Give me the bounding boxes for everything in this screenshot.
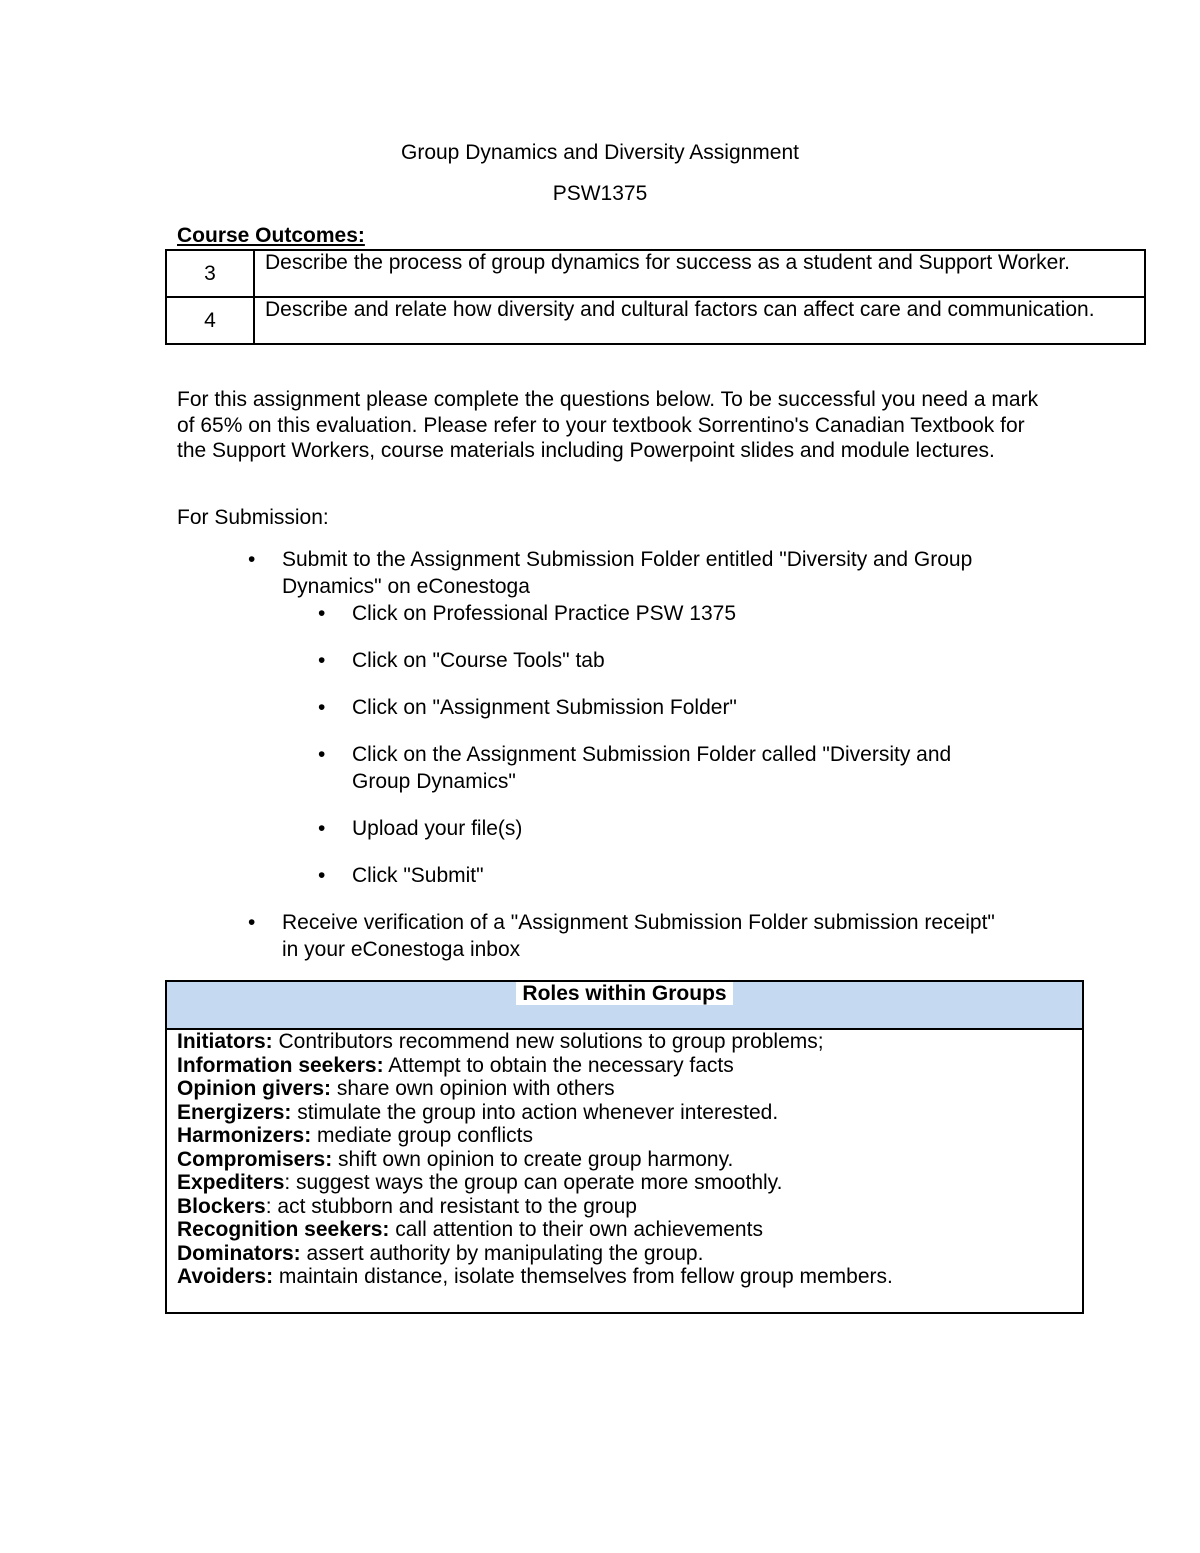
role-term: Avoiders:	[177, 1265, 274, 1288]
submission-substeps	[282, 600, 1005, 889]
step-text: Submit to the Assignment Submission Folder entitled "Diversity and Group Dynamics" on eConestoga	[282, 548, 973, 598]
outcome-text: Describe and relate how diversity and cultural factors can affect care and communication.	[254, 297, 1145, 344]
role-description: Contributors recommend new solutions to group problems;	[272, 1030, 824, 1053]
list-item	[245, 546, 1005, 889]
role-term: Energizers:	[177, 1100, 292, 1124]
role-term: Recognition seekers:	[177, 1218, 390, 1241]
list-item: • Click "Submit"	[282, 862, 1005, 889]
list-item	[177, 1242, 1082, 1266]
role-term: Compromisers:	[177, 1147, 333, 1171]
outcome-number: 3	[166, 250, 254, 297]
list-item	[177, 1054, 1082, 1078]
list-item	[245, 909, 1005, 963]
role-description: maintain distance, isolate themselves from fellow group members.	[273, 1265, 893, 1288]
step-text: Receive verification of a "Assignment Submission Folder submission receipt" in your eConestoga inbox	[282, 911, 995, 961]
submission-steps	[245, 546, 1005, 963]
roles-list	[167, 1030, 1082, 1289]
list-item	[177, 1195, 1082, 1219]
role-description: assert authority by manipulating the group.	[300, 1241, 704, 1265]
list-item: • Click on Professional Practice PSW 1375	[282, 600, 1005, 627]
role-description: share own opinion with others	[331, 1077, 615, 1100]
role-description: mediate group conflicts	[311, 1124, 533, 1147]
list-item	[177, 1265, 1082, 1289]
outcome-number: 4	[166, 297, 254, 344]
list-item	[177, 1077, 1082, 1101]
role-term: Harmonizers:	[177, 1124, 312, 1147]
course-code: PSW1375	[552, 182, 648, 205]
list-item: • Click on "Course Tools" tab	[282, 647, 1005, 674]
role-description: : act stubborn and resistant to the group	[265, 1194, 637, 1218]
outcomes-heading: Course Outcomes:	[177, 224, 365, 247]
roles-heading: Roles within Groups	[516, 982, 732, 1005]
outcome-row	[166, 297, 1145, 344]
document-title: Group Dynamics and Diversity Assignment	[401, 141, 799, 164]
list-item: • Click on the Assignment Submission Folder called "Diversity and Group Dynamics"	[282, 741, 1005, 795]
role-description: : suggest ways the group can operate more smoothly.	[284, 1171, 783, 1194]
role-description: Attempt to obtain the necessary facts	[383, 1053, 734, 1077]
role-term: Expediters	[177, 1171, 285, 1194]
list-item	[177, 1101, 1082, 1125]
list-item	[177, 1171, 1082, 1195]
submission-heading: For Submission:	[177, 506, 329, 529]
role-description: shift own opinion to create group harmony.	[332, 1147, 734, 1171]
list-item	[177, 1030, 1082, 1054]
role-term: Information seekers:	[177, 1053, 384, 1077]
intro-paragraph: For this assignment please complete the questions below. To be successful you need a mark of 65% on this evaluation. Please refer to your textbook Sorrentino's Canadian Textbook for the Support Workers, course materials including Powerpoint slides and module lectures.	[177, 388, 1039, 462]
list-item	[177, 1218, 1082, 1242]
list-item: • Click on "Assignment Submission Folder"	[282, 694, 1005, 721]
outcomes-table	[165, 249, 1146, 345]
role-term: Opinion givers:	[177, 1077, 332, 1100]
outcome-row	[166, 250, 1145, 297]
roles-header	[167, 982, 1082, 1030]
list-item	[177, 1148, 1082, 1172]
list-item	[177, 1124, 1082, 1148]
role-description: call attention to their own achievements	[389, 1218, 763, 1241]
role-term: Initiators:	[177, 1030, 273, 1053]
list-item: • Upload your file(s)	[282, 815, 1005, 842]
role-description: stimulate the group into action whenever interested.	[291, 1100, 779, 1124]
role-term: Blockers	[177, 1194, 266, 1218]
role-term: Dominators:	[177, 1241, 301, 1265]
outcome-text: Describe the process of group dynamics for success as a student and Support Worker.	[254, 250, 1145, 297]
roles-table	[165, 980, 1084, 1314]
